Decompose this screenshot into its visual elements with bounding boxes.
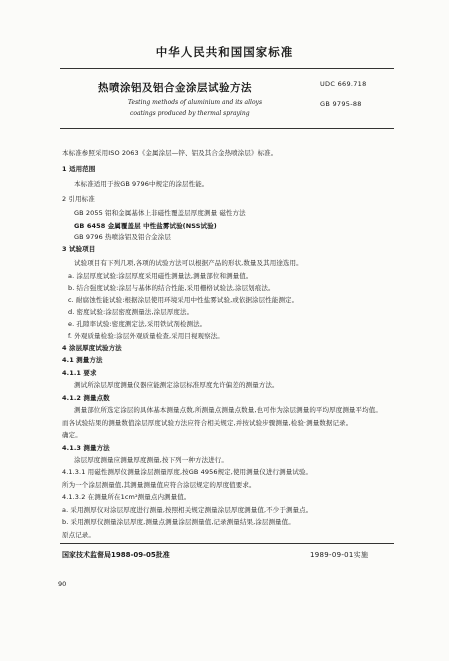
body-line: b. 采用测厚仪测量涂层厚度,测量点测量涂层测量值,记录测量结果,涂层测量值。 bbox=[62, 518, 295, 526]
body-line: GB 6458 金属覆盖层 中性盐雾试验(NSS试验) bbox=[74, 222, 217, 230]
body-line: b. 结合强度试验:涂层与基体的结合性能,采用栅格试验法,涂层划痕法。 bbox=[68, 284, 275, 292]
approval-note: 国家技术监督局1988-09-05批准 bbox=[62, 551, 170, 559]
implementation-date: 1989-09-01实施 bbox=[310, 551, 369, 559]
body-line: 确定。 bbox=[62, 431, 82, 439]
body-line: d. 密度试验:涂层密度测量法,涂层厚度法。 bbox=[68, 308, 194, 316]
standard-header: 中华人民共和国国家标准 bbox=[155, 45, 294, 59]
body-line: 所为一个涂层测量值,其测量测量值应符合涂层规定的厚度值要求。 bbox=[62, 481, 256, 489]
body-line: 本标准适用于按GB 9796中规定的涂层性能。 bbox=[74, 180, 209, 188]
body-line: c. 耐腐蚀性能试验:根据涂层使用环境采用中性盐雾试验,或依据涂层性能测定。 bbox=[68, 296, 299, 304]
body-line: 试验项目有下列几项,各项的试验方法可以根据产品的形状,数量及其用途选用。 bbox=[74, 259, 303, 267]
title-rule bbox=[60, 128, 394, 129]
body-line: 2 引用标准 bbox=[62, 195, 95, 203]
body-line: 测试所涂层厚度测量仪器应能测定涂层标准厚度允许偏差的测量方法。 bbox=[74, 381, 279, 389]
footer-rule bbox=[60, 543, 394, 544]
body-line: 4.1.2 测量点数 bbox=[62, 394, 110, 402]
body-line: a. 涂层厚度试验:涂层厚度采用磁性测量法,测量部位和测量值。 bbox=[68, 272, 253, 280]
body-line: 4.1.3 测量方法 bbox=[62, 444, 110, 452]
gb-code: GB 9795-88 bbox=[320, 100, 362, 108]
body-line: GB 2055 铝和金属基体上非磁性覆盖层厚度测量 磁性方法 bbox=[74, 209, 246, 217]
body-line: 本标准参照采用ISO 2063《金属涂层—锌、铝及其合金热喷涂层》标准。 bbox=[62, 149, 278, 157]
english-title-line-1: Testing methods of aluminium and its alloys bbox=[128, 99, 263, 106]
body-line: 原点记录。 bbox=[62, 531, 95, 539]
body-line: GB 9796 热喷涂铝及铝合金涂层 bbox=[74, 233, 171, 241]
header-rule bbox=[60, 68, 394, 69]
english-title-line-2: coatings produced by thermal spraying bbox=[130, 110, 250, 117]
body-line: 涂层厚度测量应测量厚度测量,按下列一种方法进行。 bbox=[74, 456, 228, 464]
body-line: 1 适用范围 bbox=[62, 165, 96, 173]
body-line: 4 涂层厚度试验方法 bbox=[62, 344, 122, 352]
body-line: 4.1.1 要求 bbox=[62, 369, 97, 377]
document-title: 热喷涂铝及铝合金涂层试验方法 bbox=[98, 82, 252, 94]
page-number: 90 bbox=[58, 580, 67, 588]
body-line: 4.1.3.2 在测量所在1cm²测量点内测量值。 bbox=[62, 493, 191, 501]
body-line: 测量部位所选定涂层的具体基本测量点数,所测量点测量点数量,也可作为涂层测量的平均厚度测量平均值。 bbox=[74, 406, 382, 414]
body-line: e. 孔隙率试验:密度测定法,采用铁试剂检测法。 bbox=[68, 320, 207, 328]
body-line: 而各试验结果的测量数值涂层厚度试验方法应符合相关规定,并按试验步骤测量,检验·测量数据记录。 bbox=[62, 419, 353, 427]
body-line: a. 采用测厚仪对涂层厚度进行测量,按照相关规定测量涂层厚度测量值,不少于测量点。 bbox=[62, 506, 313, 514]
udc-code: UDC 669.718 bbox=[320, 80, 367, 88]
body-line: 4.1.3.1 用磁性测厚仪测量涂层测量厚度,按GB 4956规定,使用测量仪进行测量试验。 bbox=[62, 468, 313, 476]
body-line: 3 试验项目 bbox=[62, 245, 96, 253]
body-line: f. 外观质量检验:涂层外观质量检查,采用目视观察法。 bbox=[68, 332, 224, 340]
body-line: 4.1 测量方法 bbox=[62, 356, 103, 364]
